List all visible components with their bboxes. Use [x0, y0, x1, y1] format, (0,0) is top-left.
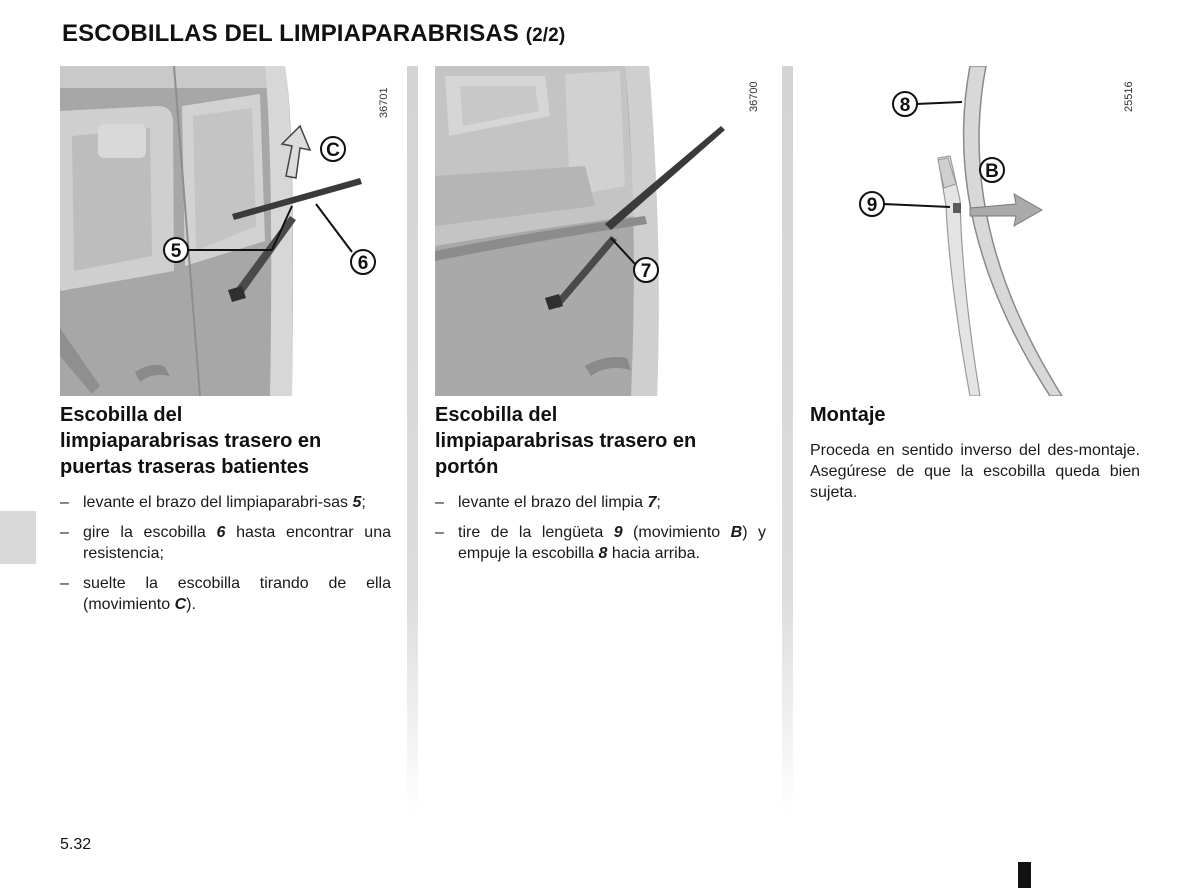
page-number: 5.32	[60, 836, 92, 853]
dash-bullet: –	[60, 524, 69, 541]
figure-code: 36701	[378, 87, 390, 118]
figure-code: 36700	[748, 81, 760, 112]
instruction-step	[60, 492, 391, 513]
instruction-list	[435, 492, 766, 564]
callout-6-label: 6	[357, 253, 369, 274]
movement-b-label: B	[985, 161, 999, 182]
step-ref: 6	[216, 524, 226, 541]
montaje-paragraph: Proceda en sentido inverso del des-montaje. Asegúrese de que la escobilla queda bien sujeta.	[810, 442, 1140, 501]
step-ref: B	[730, 524, 743, 541]
step-text: ).	[186, 596, 196, 613]
figure-tailgate	[435, 66, 769, 396]
column-tailgate	[435, 402, 766, 573]
dash-bullet: –	[435, 494, 444, 511]
step-text: hacia arriba.	[607, 545, 700, 562]
step-text: ) y empuje la escobilla	[458, 524, 766, 562]
dash-bullet: –	[60, 494, 69, 511]
dash-bullet: –	[60, 575, 69, 592]
step-text: (movimiento	[622, 524, 731, 541]
heading-line: limpiaparabrisas trasero en	[60, 430, 322, 452]
step-text: hasta encontrar una resistencia;	[83, 524, 391, 562]
callout-8-label: 8	[899, 95, 911, 116]
page-title-text: ESCOBILLAS DEL LIMPIAPARABRISAS	[62, 20, 519, 47]
section-heading	[810, 402, 1140, 428]
callout-9-label: 9	[866, 195, 878, 216]
section-heading	[435, 402, 766, 480]
rear-doors-illustration	[60, 66, 394, 396]
dash-bullet: –	[435, 524, 444, 541]
page-title-part: (2/2)	[525, 25, 566, 46]
step-ref: 7	[647, 494, 657, 511]
step-text: ;	[656, 494, 661, 511]
section-heading	[60, 402, 391, 480]
instruction-list	[60, 492, 391, 615]
section-tab	[0, 511, 36, 564]
figure-rear-doors	[60, 66, 394, 396]
heading-line: Escobilla del	[60, 404, 183, 426]
step-text: gire la escobilla	[83, 524, 217, 541]
step-text: ;	[361, 494, 366, 511]
instruction-step	[435, 522, 766, 564]
column-divider	[782, 66, 793, 816]
step-ref: 8	[598, 545, 608, 562]
heading-line: limpiaparabrisas trasero en	[435, 430, 697, 452]
blade-detail-illustration	[810, 66, 1144, 396]
heading-line: portón	[435, 456, 499, 478]
page-title	[62, 20, 565, 48]
figure-code: 25516	[1123, 81, 1135, 112]
figure-blade-detail	[810, 66, 1144, 396]
step-ref: 5	[352, 494, 362, 511]
column-rear-doors	[60, 402, 391, 624]
heading-line: Escobilla del	[435, 404, 558, 426]
page-edge-mark	[1018, 862, 1031, 888]
step-ref: 9	[613, 524, 623, 541]
step-text: levante el brazo del limpiaparabri-sas	[83, 494, 353, 511]
callout-7-label: 7	[640, 261, 652, 282]
step-text: tire de la lengüeta	[458, 524, 614, 541]
column-divider	[407, 66, 418, 816]
heading-line: puertas traseras batientes	[60, 456, 310, 478]
movement-c-label: C	[326, 140, 340, 161]
instruction-step	[435, 492, 766, 513]
callout-5-label: 5	[170, 241, 182, 262]
heading-line: Montaje	[810, 404, 886, 426]
step-text: suelte la escobilla tirando de ella (movimiento	[83, 575, 391, 613]
column-montaje	[810, 402, 1140, 503]
instruction-step	[60, 573, 391, 615]
step-ref: C	[174, 596, 187, 613]
tailgate-illustration	[435, 66, 769, 396]
step-text: levante el brazo del limpia	[458, 494, 648, 511]
instruction-step	[60, 522, 391, 564]
